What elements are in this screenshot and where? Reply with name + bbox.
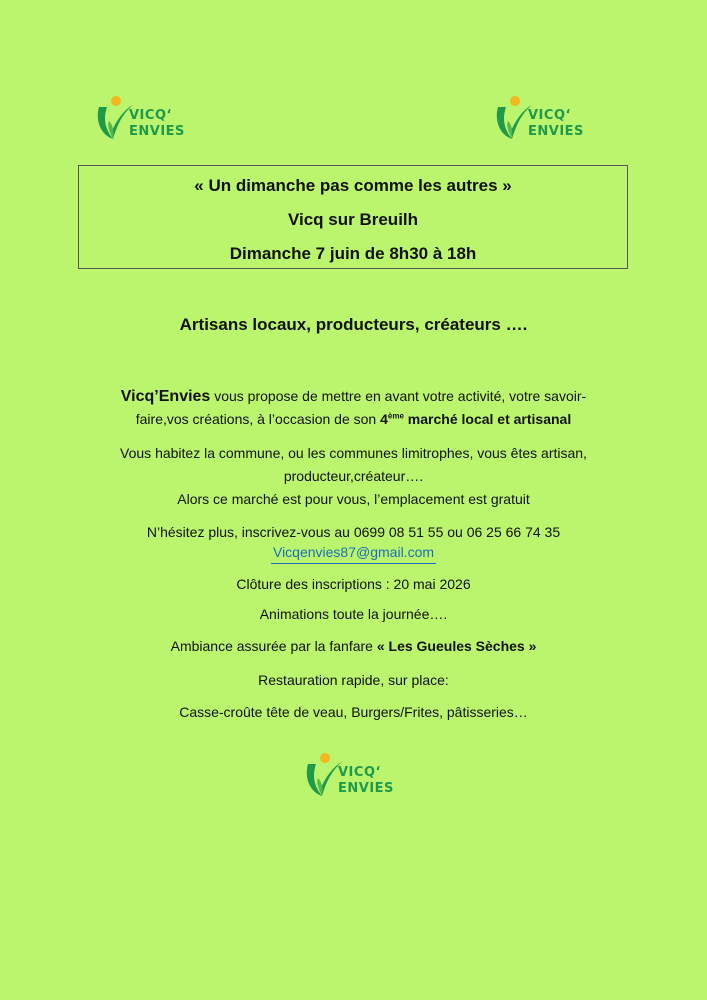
contact-phones: N’hésitez plus, inscrivez-vous au 0699 08 51 55 ou 06 25 66 74 35 xyxy=(146,524,561,540)
event-place: Vicq sur Breuilh xyxy=(287,210,419,229)
body-line-3: Alors ce marché est pour vous, l’emplacement est gratuit xyxy=(177,491,530,507)
intro-line-2 xyxy=(0,411,707,427)
food-list: Casse-croûte tête de veau, Burgers/Frites, pâtisseries… xyxy=(179,704,528,720)
event-title: « Un dimanche pas comme les autres » xyxy=(194,176,512,195)
market-ordinal: 4 xyxy=(380,411,388,427)
logo-text-line1: VICQ‘ xyxy=(528,108,571,123)
brand-name: Vicq’Envies xyxy=(120,388,211,405)
email-line xyxy=(0,544,707,560)
intro-text-2: faire,vos créations, à l’occasion de son xyxy=(135,411,381,427)
fanfare-name: « Les Gueules Sèches » xyxy=(376,638,537,654)
event-header-box xyxy=(78,165,628,269)
logo-text-line2: ENVIES xyxy=(528,124,584,139)
closing-date: Clôture des inscriptions : 20 mai 2026 xyxy=(236,576,471,592)
fanfare-intro: Ambiance assurée par la fanfare xyxy=(170,638,377,654)
logo-text-line2: ENVIES xyxy=(129,124,185,139)
intro-line-1 xyxy=(0,388,707,406)
logo-text-line2: ENVIES xyxy=(338,781,394,796)
logo-bottom xyxy=(304,752,414,808)
body-line-1: Vous habitez la commune, ou les communes limitrophes, vous êtes artisan, xyxy=(120,445,587,461)
animations: Animations toute la journée…. xyxy=(259,606,448,622)
logo-text-line1: VICQ‘ xyxy=(129,108,172,123)
logo-top-left xyxy=(95,95,205,151)
food-title: Restauration rapide, sur place: xyxy=(258,672,449,688)
email-link[interactable]: Vicqenvies87@gmail.com xyxy=(271,544,436,564)
intro-text-1: vous propose de mettre en avant votre activité, votre savoir- xyxy=(210,388,587,404)
logo-text-line1: VICQ‘ xyxy=(338,765,381,780)
market-name: marché local et artisanal xyxy=(403,411,572,427)
subtitle: Artisans locaux, producteurs, créateurs …. xyxy=(179,315,528,334)
logo-top-right xyxy=(494,95,604,151)
event-date: Dimanche 7 juin de 8h30 à 18h xyxy=(229,244,477,263)
body-line-2: producteur,créateur…. xyxy=(283,468,424,484)
fanfare-line xyxy=(0,638,707,654)
market-ordinal-sup: ème xyxy=(387,411,404,421)
